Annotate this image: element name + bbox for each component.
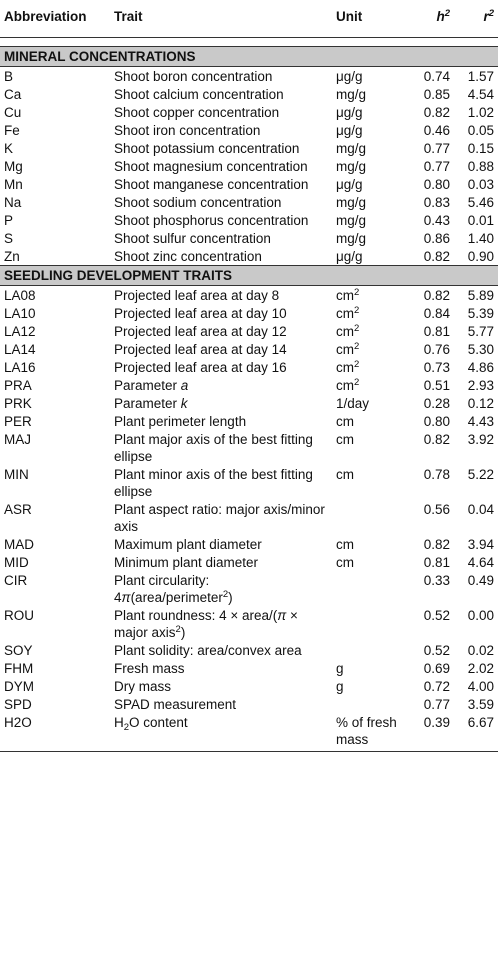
cell-h2: 0.73	[423, 360, 450, 375]
cell-abbr: MID	[4, 555, 29, 570]
cell-unit: μg/g	[336, 177, 363, 192]
cell-h2: 0.82	[423, 288, 450, 303]
cell-r2: 3.59	[467, 697, 494, 712]
cell-r2: 5.77	[467, 324, 494, 339]
cell-r2: 6.67	[454, 713, 498, 752]
cell-abbr: SOY	[4, 643, 33, 658]
table-row	[0, 121, 498, 139]
cell-unit: mg/g	[336, 87, 367, 102]
section-title-minerals: MINERAL CONCENTRATIONS	[0, 47, 498, 67]
table-row	[0, 376, 498, 394]
cell-trait: Shoot magnesium concentration	[114, 159, 308, 174]
pi-symbol: π	[277, 608, 287, 623]
cell-trait	[110, 713, 332, 752]
trait-sup: 2	[175, 624, 181, 635]
table-header-row	[0, 0, 498, 38]
cell-unit: μg/g	[336, 105, 363, 120]
cell-h2: 0.46	[423, 123, 450, 138]
header-abbreviation: Abbreviation	[4, 9, 87, 24]
cell-unit	[332, 571, 404, 606]
cell-h2: 0.82	[423, 249, 450, 264]
cell-trait: Shoot copper concentration	[114, 105, 280, 120]
cell-abbr: Zn	[4, 249, 20, 264]
cell-trait: Projected leaf area at day 8	[114, 288, 280, 303]
cell-abbr: LA14	[4, 342, 36, 357]
header-h2-sup: 2	[444, 8, 450, 19]
cell-trait: SPAD measurement	[114, 697, 237, 712]
cell-r2: 2.93	[467, 378, 494, 393]
cell-r2: 0.05	[467, 123, 494, 138]
trait-text: )	[180, 625, 186, 640]
table-row	[0, 553, 498, 571]
cell-unit	[332, 322, 404, 340]
cell-trait: Shoot zinc concentration	[114, 249, 262, 264]
cell-h2: 0.51	[423, 378, 450, 393]
cell-trait: Fresh mass	[114, 661, 185, 676]
cell-trait: Shoot calcium concentration	[114, 87, 284, 102]
cell-abbr: PRK	[4, 396, 32, 411]
table-row	[0, 430, 498, 465]
cell-trait: Plant solidity: area/convex area	[114, 643, 302, 658]
section-row-seedling	[0, 266, 498, 286]
cell-trait: Maximum plant diameter	[114, 537, 262, 552]
cell-r2: 2.02	[467, 661, 494, 676]
header-h2	[404, 0, 454, 38]
table-row	[0, 394, 498, 412]
header-trait: Trait	[114, 9, 143, 24]
cell-abbr: LA08	[4, 288, 36, 303]
cell-h2: 0.78	[423, 467, 450, 482]
cell-r2: 5.22	[467, 467, 494, 482]
table-row	[0, 211, 498, 229]
cell-h2: 0.76	[423, 342, 450, 357]
cell-h2: 0.81	[423, 555, 450, 570]
cell-trait: Dry mass	[114, 679, 171, 694]
unit-sup: 2	[354, 287, 360, 298]
cell-h2: 0.52	[423, 643, 450, 658]
cell-unit	[332, 304, 404, 322]
cell-r2: 5.46	[467, 195, 494, 210]
cell-trait: Shoot sodium concentration	[114, 195, 282, 210]
cell-unit	[332, 340, 404, 358]
cell-abbr: ROU	[4, 608, 34, 623]
table-row	[0, 535, 498, 553]
cell-unit: g	[336, 661, 344, 676]
cell-r2: 3.92	[467, 432, 494, 447]
cell-trait: Projected leaf area at day 12	[114, 324, 287, 339]
cell-abbr: K	[4, 141, 14, 156]
cell-abbr: LA12	[4, 324, 36, 339]
cell-h2: 0.86	[423, 231, 450, 246]
trait-text: )	[228, 590, 233, 605]
cell-r2: 0.90	[467, 249, 494, 264]
unit-sup: 2	[354, 305, 360, 316]
header-unit: Unit	[336, 9, 363, 24]
cell-h2: 0.72	[423, 679, 450, 694]
section-row-minerals	[0, 47, 498, 67]
cell-trait: Plant aspect ratio: major axis/minor axis	[114, 502, 325, 534]
trait-text: Plant circularity:	[114, 573, 210, 588]
cell-unit: μg/g	[336, 123, 363, 138]
cell-unit	[332, 376, 404, 394]
table-row	[0, 175, 498, 193]
section-title-seedling: SEEDLING DEVELOPMENT TRAITS	[0, 266, 498, 286]
cell-unit	[332, 641, 404, 659]
cell-abbr: Mn	[4, 177, 23, 192]
cell-h2: 0.85	[423, 87, 450, 102]
cell-unit: cm	[336, 555, 354, 570]
cell-unit: g	[336, 679, 344, 694]
trait-sup: 2	[222, 589, 229, 600]
cell-abbr: FHM	[4, 661, 34, 676]
cell-abbr: MIN	[4, 467, 29, 482]
cell-h2: 0.39	[404, 713, 454, 752]
trait-text: × major axis	[114, 608, 298, 640]
cell-h2: 0.77	[423, 697, 450, 712]
cell-trait: Shoot potassium concentration	[114, 141, 300, 156]
cell-unit	[332, 606, 404, 641]
cell-trait: Minimum plant diameter	[114, 555, 259, 570]
cell-abbr: Cu	[4, 105, 22, 120]
table-row	[0, 465, 498, 500]
cell-unit: mg/g	[336, 231, 367, 246]
cell-h2: 0.82	[423, 537, 450, 552]
cell-unit	[332, 500, 404, 535]
cell-r2: 0.00	[467, 608, 494, 623]
cell-r2: 1.57	[467, 69, 494, 84]
cell-r2: 4.00	[467, 679, 494, 694]
cell-trait	[110, 376, 332, 394]
cell-r2: 4.54	[467, 87, 494, 102]
cell-abbr: DYM	[4, 679, 34, 694]
unit-base: cm	[336, 342, 354, 357]
cell-unit	[332, 358, 404, 376]
cell-trait: Projected leaf area at day 14	[114, 342, 287, 357]
cell-abbr: MAJ	[4, 432, 31, 447]
cell-r2: 5.89	[467, 288, 494, 303]
trait-text: Parameter	[114, 378, 181, 393]
cell-h2: 0.84	[423, 306, 450, 321]
cell-r2: 1.40	[467, 231, 494, 246]
table-row	[0, 695, 498, 713]
cell-trait: Shoot boron concentration	[114, 69, 273, 84]
cell-trait	[110, 394, 332, 412]
cell-abbr: LA16	[4, 360, 36, 375]
cell-abbr: Na	[4, 195, 22, 210]
unit-sup: 2	[354, 323, 360, 334]
cell-r2: 5.39	[467, 306, 494, 321]
cell-h2: 0.80	[423, 177, 450, 192]
cell-trait: Projected leaf area at day 10	[114, 306, 287, 321]
unit-sup: 2	[354, 341, 360, 352]
cell-r2: 0.15	[467, 141, 494, 156]
cell-abbr: MAD	[4, 537, 34, 552]
cell-unit: μg/g	[336, 69, 363, 84]
cell-abbr: PER	[4, 414, 32, 429]
cell-unit: mg/g	[336, 159, 367, 174]
cell-trait	[110, 606, 332, 641]
cell-unit: 1/day	[336, 396, 370, 411]
header-h2-base: h	[436, 9, 445, 24]
cell-trait: Plant perimeter length	[114, 414, 247, 429]
cell-unit: cm	[336, 432, 354, 447]
cell-abbr: ASR	[4, 502, 32, 517]
table-row	[0, 322, 498, 340]
table-row	[0, 713, 498, 752]
trait-text: O content	[129, 715, 188, 730]
cell-unit: mg/g	[336, 195, 367, 210]
cell-h2: 0.77	[423, 159, 450, 174]
trait-text: Plant roundness: 4 × area/(	[114, 608, 278, 623]
unit-sup: 2	[354, 359, 360, 370]
cell-r2: 4.43	[467, 414, 494, 429]
cell-r2: 0.03	[467, 177, 494, 192]
table-row	[0, 139, 498, 157]
cell-r2: 0.12	[467, 396, 494, 411]
cell-unit: % of fresh mass	[332, 713, 404, 752]
cell-abbr: S	[4, 231, 14, 246]
cell-h2: 0.52	[423, 608, 450, 623]
trait-text: 4	[114, 590, 122, 605]
table-row	[0, 641, 498, 659]
cell-unit: μg/g	[336, 249, 363, 264]
cell-r2: 3.94	[467, 537, 494, 552]
table-row	[0, 500, 498, 535]
cell-abbr: LA10	[4, 306, 36, 321]
cell-unit: cm	[336, 467, 354, 482]
cell-abbr: PRA	[4, 378, 32, 393]
cell-trait: Shoot manganese concentration	[114, 177, 309, 192]
cell-h2: 0.43	[423, 213, 450, 228]
header-r2-sup: 2	[488, 8, 494, 19]
cell-trait: Projected leaf area at day 16	[114, 360, 287, 375]
table-row	[0, 193, 498, 211]
table-row	[0, 340, 498, 358]
table-row	[0, 659, 498, 677]
table-row	[0, 286, 498, 305]
cell-h2: 0.80	[423, 414, 450, 429]
table-row	[0, 67, 498, 86]
unit-base: cm	[336, 306, 354, 321]
table-row	[0, 571, 498, 606]
cell-h2: 0.77	[423, 141, 450, 156]
table-row	[0, 304, 498, 322]
cell-unit: mg/g	[336, 141, 367, 156]
cell-unit: mg/g	[336, 213, 367, 228]
cell-r2: 0.01	[467, 213, 494, 228]
trait-variable: a	[180, 378, 189, 393]
cell-trait: Plant minor axis of the best fitting ellipse	[114, 467, 313, 499]
unit-base: cm	[336, 378, 354, 393]
cell-trait: Shoot sulfur concentration	[114, 231, 271, 246]
trait-text: Parameter	[114, 396, 181, 411]
cell-trait: Plant major axis of the best fitting ellipse	[114, 432, 313, 464]
cell-abbr: H2O	[0, 713, 110, 752]
trait-text: (area/perimeter	[130, 590, 223, 605]
cell-h2: 0.81	[423, 324, 450, 339]
unit-sup: 2	[354, 377, 360, 388]
cell-abbr: CIR	[4, 573, 28, 588]
cell-h2: 0.83	[423, 195, 450, 210]
cell-h2: 0.69	[423, 661, 450, 676]
cell-r2: 5.30	[467, 342, 494, 357]
cell-abbr: B	[4, 69, 14, 84]
header-r2-base: r	[483, 9, 489, 24]
cell-r2: 0.02	[467, 643, 494, 658]
cell-h2: 0.28	[423, 396, 450, 411]
table-row	[0, 229, 498, 247]
trait-sub: 2	[123, 722, 130, 733]
cell-r2: 4.86	[467, 360, 494, 375]
cell-h2: 0.82	[423, 105, 450, 120]
cell-abbr: P	[4, 213, 14, 228]
table-row	[0, 157, 498, 175]
table-row	[0, 358, 498, 376]
cell-h2: 0.56	[423, 502, 450, 517]
cell-unit: cm	[336, 414, 354, 429]
cell-abbr: Fe	[4, 123, 20, 138]
table-row	[0, 103, 498, 121]
table-row	[0, 412, 498, 430]
cell-trait: Shoot phosphorus concentration	[114, 213, 309, 228]
cell-unit	[332, 286, 404, 305]
cell-trait: Shoot iron concentration	[114, 123, 261, 138]
cell-r2: 0.49	[467, 573, 494, 588]
table-row	[0, 85, 498, 103]
cell-h2: 0.74	[423, 69, 450, 84]
table-row	[0, 606, 498, 641]
pi-symbol: π	[121, 590, 131, 605]
cell-r2: 0.04	[467, 502, 494, 517]
trait-text: H	[114, 715, 124, 730]
unit-base: cm	[336, 360, 354, 375]
unit-base: cm	[336, 288, 354, 303]
table-row	[0, 677, 498, 695]
cell-unit	[332, 695, 404, 713]
cell-r2: 0.88	[467, 159, 494, 174]
table-row	[0, 247, 498, 266]
trait-variable: k	[180, 396, 188, 411]
cell-abbr: SPD	[4, 697, 32, 712]
header-r2	[454, 0, 498, 38]
cell-h2: 0.33	[423, 573, 450, 588]
cell-h2: 0.82	[423, 432, 450, 447]
cell-abbr: Ca	[4, 87, 22, 102]
cell-r2: 4.64	[467, 555, 494, 570]
cell-r2: 1.02	[467, 105, 494, 120]
cell-trait	[110, 571, 332, 606]
cell-unit: cm	[336, 537, 354, 552]
cell-abbr: Mg	[4, 159, 23, 174]
unit-base: cm	[336, 324, 354, 339]
